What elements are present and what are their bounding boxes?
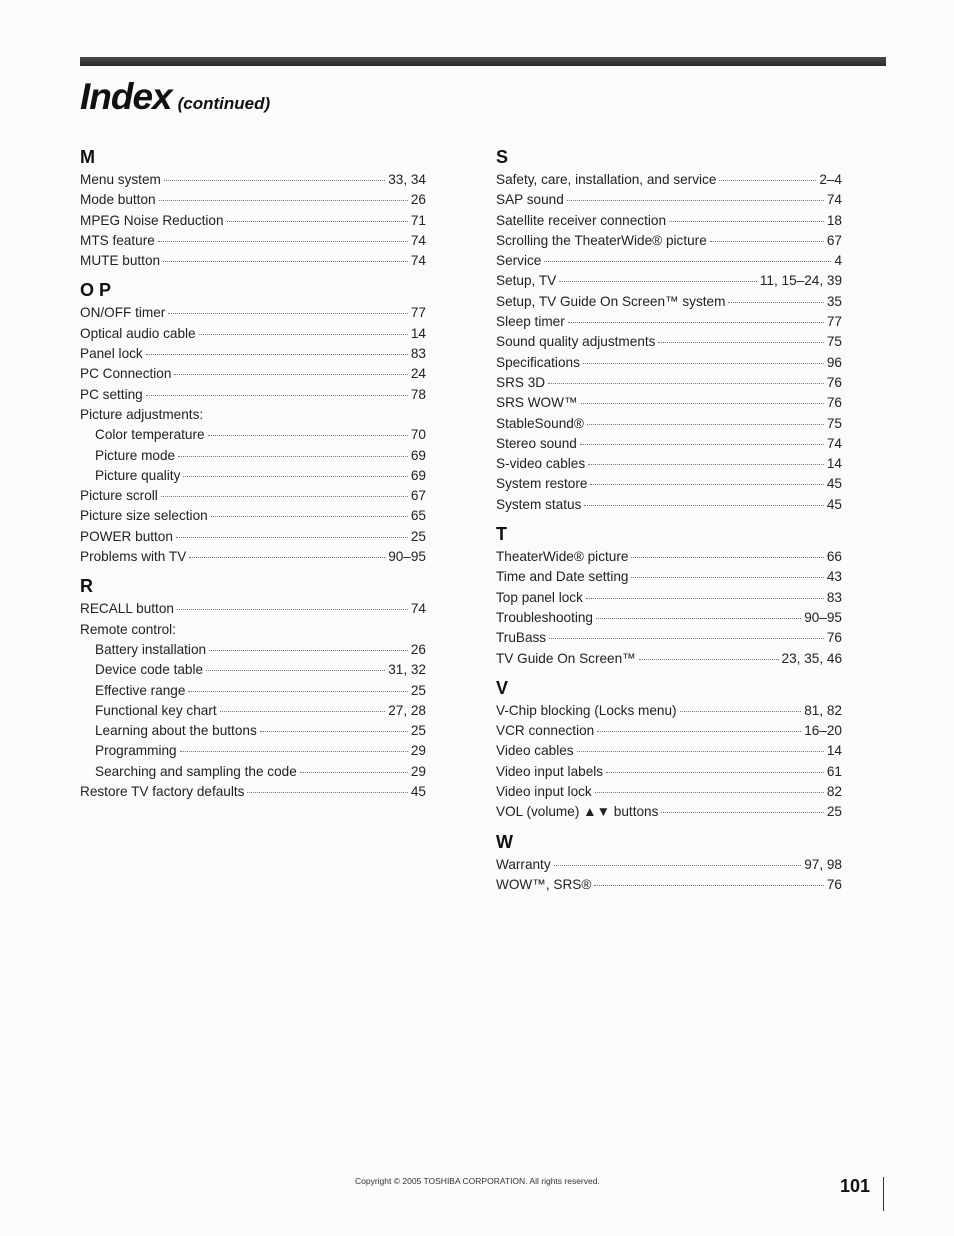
index-entry (496, 332, 842, 352)
index-section (80, 279, 426, 567)
index-section (496, 831, 842, 896)
entry-pages: 74 (826, 192, 842, 208)
entry-label: Picture size selection (80, 508, 208, 524)
entry-label: Mode button (80, 192, 156, 208)
dot-leader (163, 261, 408, 262)
entry-pages: 78 (410, 386, 426, 402)
entry-label: System status (496, 496, 582, 512)
entry-pages: 69 (410, 447, 426, 463)
entry-label: Functional key chart (95, 702, 217, 718)
entry-pages: 75 (826, 334, 842, 350)
entry-label: Setup, TV Guide On Screen™ system (496, 293, 726, 309)
entry-pages: 96 (826, 354, 842, 370)
entry-label: Time and Date setting (496, 569, 629, 585)
entry-pages: 45 (410, 784, 426, 800)
index-section (80, 146, 426, 271)
section-letter: V (496, 677, 509, 698)
entry-pages: 29 (410, 763, 426, 779)
dot-leader (227, 221, 408, 222)
entry-label: WOW™, SRS® (496, 876, 592, 892)
dot-leader (595, 792, 824, 793)
entry-pages: 90–95 (804, 609, 842, 625)
entry-pages: 23, 35, 46 (781, 650, 842, 666)
index-entry (80, 364, 426, 384)
index-entry (80, 425, 426, 445)
entry-label: MTS feature (80, 232, 155, 248)
entry-pages: 77 (826, 314, 842, 330)
entry-pages: 66 (826, 549, 842, 565)
index-entry (80, 660, 426, 680)
index-entry (496, 628, 842, 648)
index-entry (80, 303, 426, 323)
index-entry (80, 701, 426, 721)
section-letter: R (80, 576, 93, 597)
dot-leader (639, 659, 779, 660)
dot-leader (183, 476, 407, 477)
index-entry (496, 782, 842, 802)
dot-leader (594, 885, 824, 886)
index-entry (80, 251, 426, 271)
dot-leader (164, 180, 385, 181)
entry-label: Troubleshooting (496, 609, 593, 625)
index-entry (496, 190, 842, 210)
dot-leader (206, 670, 385, 671)
page-subtitle: (continued) (177, 94, 271, 113)
entry-pages: 33, 34 (388, 172, 426, 187)
entry-label: Learning about the buttons (95, 723, 257, 739)
section-letter: O P (80, 280, 112, 301)
index-entry (496, 802, 842, 822)
entry-label: Color temperature (95, 427, 205, 443)
entry-label: S-video cables (496, 456, 586, 472)
page-title (80, 74, 270, 127)
index-entry (496, 721, 842, 741)
entry-pages: 4 (834, 253, 842, 269)
dot-leader (208, 435, 408, 436)
entry-pages: 16–20 (804, 723, 842, 739)
entry-label: Setup, TV (496, 273, 557, 289)
copyright-notice: Copyright © 2005 TOSHIBA CORPORATION. All rights reserved. (355, 1176, 600, 1186)
section-letter: M (80, 147, 95, 167)
index-entry (80, 211, 426, 231)
index-entry (80, 405, 426, 425)
entry-pages: 74 (410, 232, 426, 248)
entry-label: Programming (95, 743, 177, 759)
index-entry (80, 506, 426, 526)
entry-label: System restore (496, 476, 588, 492)
dot-leader (596, 618, 801, 619)
section-letter: T (496, 524, 507, 545)
dot-leader (168, 313, 408, 314)
index-entry (496, 588, 842, 608)
entry-label: Scrolling the TheaterWide® picture (496, 232, 707, 248)
entry-pages: 76 (826, 395, 842, 411)
entry-pages: 29 (410, 743, 426, 759)
entry-label: Satellite receiver connection (496, 212, 667, 228)
entry-pages: 76 (826, 374, 842, 390)
dot-leader (178, 456, 408, 457)
entry-label: MUTE button (80, 253, 161, 269)
index-entry (80, 640, 426, 660)
entry-label: Picture adjustments: (80, 406, 204, 422)
entry-label: Panel lock (80, 346, 143, 362)
index-entry (80, 446, 426, 466)
index-entry (496, 608, 842, 628)
entry-pages: 11, 15–24, 39 (759, 273, 842, 289)
dot-leader (584, 505, 824, 506)
dot-leader (544, 261, 831, 262)
dot-leader (710, 241, 824, 242)
index-column-left (80, 146, 426, 802)
index-entry (80, 385, 426, 405)
entry-pages: 26 (410, 192, 426, 208)
index-entry (80, 741, 426, 761)
index-entry (496, 434, 842, 454)
entry-pages: 24 (410, 366, 426, 382)
entry-label: VOL (volume) ▲▼ buttons (496, 804, 659, 820)
dot-leader (580, 444, 824, 445)
dot-leader (669, 221, 824, 222)
entry-pages: 77 (410, 305, 426, 321)
dot-leader (188, 691, 407, 692)
index-entry (80, 466, 426, 486)
entry-pages: 75 (826, 415, 842, 431)
entry-label: PC setting (80, 386, 143, 402)
index-entry (496, 701, 842, 721)
entry-label: V-Chip blocking (Locks menu) (496, 702, 677, 718)
dot-leader (631, 557, 823, 558)
dot-leader (568, 322, 824, 323)
entry-label: Device code table (95, 662, 204, 678)
index-entry (496, 170, 842, 190)
entry-label: Top panel lock (496, 589, 583, 605)
index-entry (80, 344, 426, 364)
entry-pages: 71 (410, 212, 426, 228)
entry-label: Picture mode (95, 447, 176, 463)
index-entry (496, 855, 842, 875)
entry-label: Sleep timer (496, 314, 565, 330)
index-entry (80, 762, 426, 782)
dot-leader (300, 772, 408, 773)
index-entry (496, 231, 842, 251)
entry-label: Stereo sound (496, 435, 577, 451)
index-column-right (496, 146, 842, 895)
entry-pages: 14 (826, 456, 842, 472)
entry-pages: 65 (410, 508, 426, 524)
dot-leader (176, 537, 408, 538)
index-entry (80, 681, 426, 701)
dot-leader (554, 865, 802, 866)
entry-label: Picture scroll (80, 488, 158, 504)
entry-label: VCR connection (496, 723, 595, 739)
dot-leader (587, 424, 824, 425)
entry-pages: 14 (410, 325, 426, 341)
dot-leader (588, 464, 824, 465)
entry-pages: 45 (826, 476, 842, 492)
entry-label: SRS WOW™ (496, 395, 578, 411)
index-entry (496, 211, 842, 231)
index-entry (496, 312, 842, 332)
index-section (496, 677, 842, 823)
entry-label: SRS 3D (496, 374, 546, 390)
dot-leader (158, 241, 408, 242)
entry-label: SAP sound (496, 192, 564, 208)
entry-label: Video input labels (496, 763, 604, 779)
entry-pages: 31, 32 (388, 662, 426, 678)
index-entry (80, 782, 426, 802)
dot-leader (567, 200, 824, 201)
entry-pages: 35 (826, 293, 842, 309)
index-entry (496, 741, 842, 761)
index-section (496, 523, 842, 669)
dot-leader (161, 496, 408, 497)
entry-pages: 82 (826, 784, 842, 800)
dot-leader (189, 557, 385, 558)
index-entry (496, 567, 842, 587)
entry-pages: 61 (826, 763, 842, 779)
index-section (80, 575, 426, 802)
index-entry (80, 599, 426, 619)
index-entry (496, 474, 842, 494)
entry-label: PC Connection (80, 366, 172, 382)
entry-label: Searching and sampling the code (95, 763, 297, 779)
entry-label: RECALL button (80, 601, 174, 617)
entry-pages: 90–95 (388, 549, 426, 565)
entry-pages: 25 (410, 723, 426, 739)
entry-pages: 18 (826, 212, 842, 228)
dot-leader (661, 812, 823, 813)
dot-leader (159, 200, 408, 201)
dot-leader (586, 598, 824, 599)
dot-leader (680, 711, 802, 712)
entry-label: MPEG Noise Reduction (80, 212, 224, 228)
entry-label: Battery installation (95, 641, 207, 657)
entry-pages: 83 (826, 589, 842, 605)
index-entry (496, 292, 842, 312)
dot-leader (606, 772, 824, 773)
index-entry (496, 271, 842, 291)
entry-pages: 25 (410, 528, 426, 544)
index-entry (496, 454, 842, 474)
entry-label: Picture quality (95, 467, 181, 483)
entry-label: Sound quality adjustments (496, 334, 656, 350)
index-entry (80, 547, 426, 567)
dot-leader (590, 484, 823, 485)
page-title-text: Index (80, 76, 172, 117)
entry-pages: 27, 28 (388, 702, 426, 718)
entry-pages: 25 (826, 804, 842, 820)
entry-label: Service (496, 253, 542, 269)
entry-pages: 74 (410, 253, 426, 269)
entry-pages: 76 (826, 630, 842, 646)
index-section (496, 146, 842, 515)
dot-leader (581, 403, 824, 404)
section-letter: W (496, 831, 513, 852)
section-letter: S (496, 147, 509, 167)
entry-label: Warranty (496, 856, 551, 872)
entry-pages: 14 (826, 743, 842, 759)
entry-label: Safety, care, installation, and service (496, 172, 717, 187)
page-number-rule (883, 1177, 884, 1211)
dot-leader (146, 354, 408, 355)
dot-leader (548, 383, 824, 384)
dot-leader (247, 792, 407, 793)
entry-pages: 43 (826, 569, 842, 585)
dot-leader (209, 650, 408, 651)
entry-pages: 69 (410, 467, 426, 483)
entry-pages: 76 (826, 876, 842, 892)
header-rule (80, 57, 886, 66)
entry-label: Video cables (496, 743, 574, 759)
entry-pages: 67 (826, 232, 842, 248)
index-entry (496, 414, 842, 434)
entry-label: ON/OFF timer (80, 305, 166, 321)
entry-pages: 74 (410, 601, 426, 617)
entry-pages: 83 (410, 346, 426, 362)
dot-leader (177, 609, 408, 610)
entry-pages: 70 (410, 427, 426, 443)
entry-label: Effective range (95, 682, 186, 698)
index-entry (496, 373, 842, 393)
entry-pages: 74 (826, 435, 842, 451)
index-entry (496, 762, 842, 782)
entry-pages: 26 (410, 641, 426, 657)
index-entry (80, 527, 426, 547)
dot-leader (631, 577, 823, 578)
entry-label: Specifications (496, 354, 580, 370)
index-entry (80, 231, 426, 251)
index-entry (80, 190, 426, 210)
entry-label: Menu system (80, 172, 161, 187)
index-entry (80, 721, 426, 741)
entry-label: Problems with TV (80, 549, 187, 565)
entry-label: TruBass (496, 630, 547, 646)
entry-label: StableSound® (496, 415, 584, 431)
dot-leader (549, 638, 824, 639)
index-entry (496, 649, 842, 669)
dot-leader (180, 751, 408, 752)
entry-pages: 97, 98 (804, 856, 842, 872)
entry-pages: 25 (410, 682, 426, 698)
index-entry (496, 547, 842, 567)
dot-leader (174, 374, 407, 375)
dot-leader (220, 711, 386, 712)
dot-leader (260, 731, 408, 732)
entry-label: Restore TV factory defaults (80, 784, 245, 800)
page-number: 101 (840, 1176, 871, 1196)
dot-leader (597, 731, 801, 732)
dot-leader (146, 395, 408, 396)
dot-leader (719, 180, 816, 181)
index-entry (496, 251, 842, 271)
index-entry (496, 875, 842, 895)
dot-leader (658, 342, 823, 343)
index-entry (496, 393, 842, 413)
entry-label: Remote control: (80, 621, 176, 637)
index-entry (80, 170, 426, 190)
index-entry (496, 495, 842, 515)
dot-leader (559, 281, 757, 282)
dot-leader (583, 363, 824, 364)
index-entry (80, 620, 426, 640)
index-entry (80, 486, 426, 506)
entry-pages: 2–4 (819, 172, 842, 187)
entry-label: TV Guide On Screen™ (496, 650, 636, 666)
index-entry (496, 353, 842, 373)
entry-pages: 81, 82 (804, 702, 842, 718)
entry-label: Optical audio cable (80, 325, 196, 341)
dot-leader (577, 751, 824, 752)
entry-label: Video input lock (496, 784, 592, 800)
entry-pages: 67 (410, 488, 426, 504)
dot-leader (728, 302, 823, 303)
entry-label: POWER button (80, 528, 173, 544)
dot-leader (199, 334, 408, 335)
index-entry (80, 324, 426, 344)
entry-label: TheaterWide® picture (496, 549, 629, 565)
entry-pages: 45 (826, 496, 842, 512)
dot-leader (211, 516, 408, 517)
